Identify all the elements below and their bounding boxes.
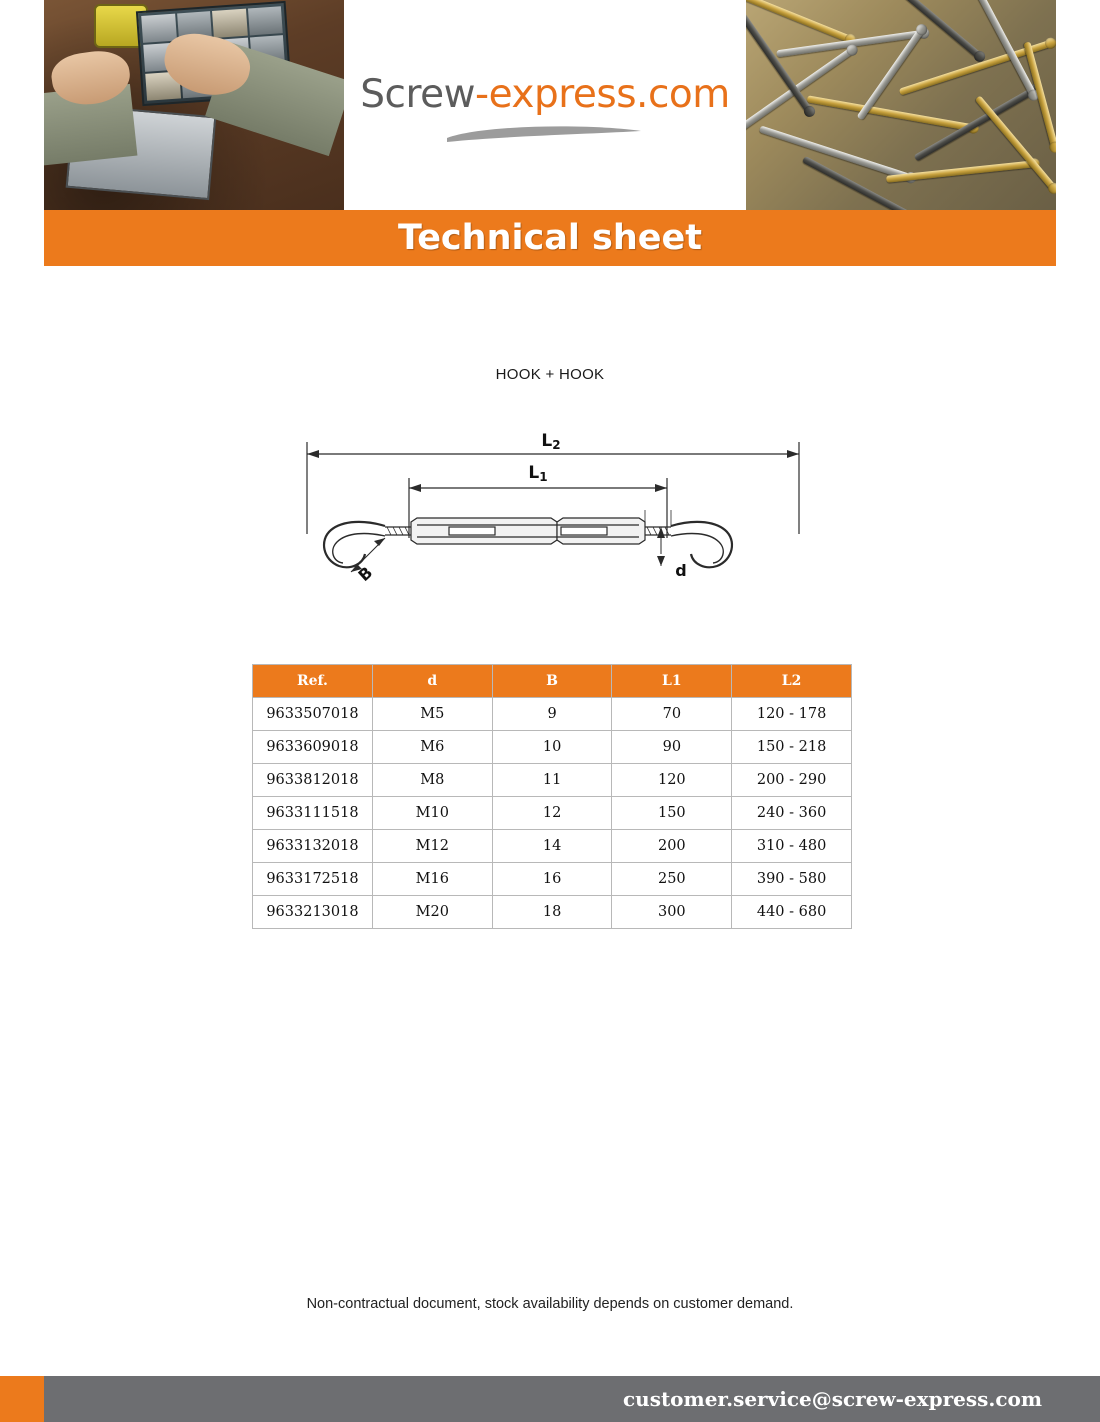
- cell-b: 9: [492, 698, 612, 731]
- table-row: [253, 896, 852, 929]
- cell-ref: 9633609018: [253, 731, 373, 764]
- footer-orange-block: [0, 1376, 44, 1422]
- technical-sheet-banner: [44, 210, 1056, 266]
- cell-ref: 9633812018: [253, 764, 373, 797]
- cell-ref: 9633132018: [253, 830, 373, 863]
- footer-spacer: [0, 1346, 1100, 1376]
- table-row: [253, 863, 852, 896]
- brand-logo-text: [360, 72, 730, 117]
- cell-b: 12: [492, 797, 612, 830]
- page-content: [44, 266, 1056, 1346]
- banner-title: Technical sheet: [397, 218, 703, 258]
- column-header-ref: Ref.: [253, 665, 373, 698]
- cell-l2: 390 - 580: [732, 863, 852, 896]
- cell-l2: 200 - 290: [732, 764, 852, 797]
- logo-swoosh-icon: [445, 122, 645, 144]
- column-header-d: d: [372, 665, 492, 698]
- cell-d: M8: [372, 764, 492, 797]
- cell-b: 14: [492, 830, 612, 863]
- cell-l1: 300: [612, 896, 732, 929]
- cell-d: M5: [372, 698, 492, 731]
- table-row: [253, 698, 852, 731]
- header-photo-screws: [746, 0, 1056, 210]
- cell-b: 18: [492, 896, 612, 929]
- cell-l2: 310 - 480: [732, 830, 852, 863]
- cell-b: 10: [492, 731, 612, 764]
- column-header-b: B: [492, 665, 612, 698]
- brand-logo-main: Screw: [360, 72, 476, 117]
- table-row: [253, 731, 852, 764]
- cell-d: M6: [372, 731, 492, 764]
- cell-d: M10: [372, 797, 492, 830]
- cell-l2: 440 - 680: [732, 896, 852, 929]
- table-header-row: [253, 665, 852, 698]
- header-photo-workbench: [44, 0, 344, 210]
- cell-d: M16: [372, 863, 492, 896]
- cell-d: M20: [372, 896, 492, 929]
- cell-l1: 150: [612, 797, 732, 830]
- cell-l1: 70: [612, 698, 732, 731]
- column-header-l2: L2: [732, 665, 852, 698]
- footer-contact-email: customer.service@screw-express.com: [622, 1387, 1042, 1411]
- cell-ref: 9633213018: [253, 896, 373, 929]
- product-type-label: HOOK + HOOK: [495, 366, 605, 383]
- cell-l2: 120 - 178: [732, 698, 852, 731]
- specification-table: [252, 664, 852, 929]
- dimension-label-d: d: [675, 561, 687, 580]
- cell-ref: 9633111518: [253, 797, 373, 830]
- cell-b: 11: [492, 764, 612, 797]
- cell-l1: 200: [612, 830, 732, 863]
- cell-b: 16: [492, 863, 612, 896]
- cell-l2: 150 - 218: [732, 731, 852, 764]
- product-technical-drawing: [299, 426, 809, 591]
- page-footer: [0, 1376, 1100, 1422]
- dimension-label-L2: L2: [541, 431, 561, 452]
- table-row: [253, 830, 852, 863]
- cell-l1: 250: [612, 863, 732, 896]
- table-row: [253, 797, 852, 830]
- cell-ref: 9633507018: [253, 698, 373, 731]
- table-row: [253, 764, 852, 797]
- disclaimer-text: Non-contractual document, stock availability depends on customer demand.: [306, 1296, 794, 1312]
- cell-ref: 9633172518: [253, 863, 373, 896]
- page-header: [44, 0, 1056, 210]
- cell-d: M12: [372, 830, 492, 863]
- cell-l1: 120: [612, 764, 732, 797]
- cell-l2: 240 - 360: [732, 797, 852, 830]
- brand-logo-accent: -express.com: [475, 72, 730, 117]
- specification-table-wrapper: [252, 664, 852, 929]
- column-header-l1: L1: [612, 665, 732, 698]
- cell-l1: 90: [612, 731, 732, 764]
- dimension-label-L1: L1: [528, 463, 548, 484]
- dimension-label-B: B: [354, 562, 377, 586]
- logo-area: [344, 0, 746, 210]
